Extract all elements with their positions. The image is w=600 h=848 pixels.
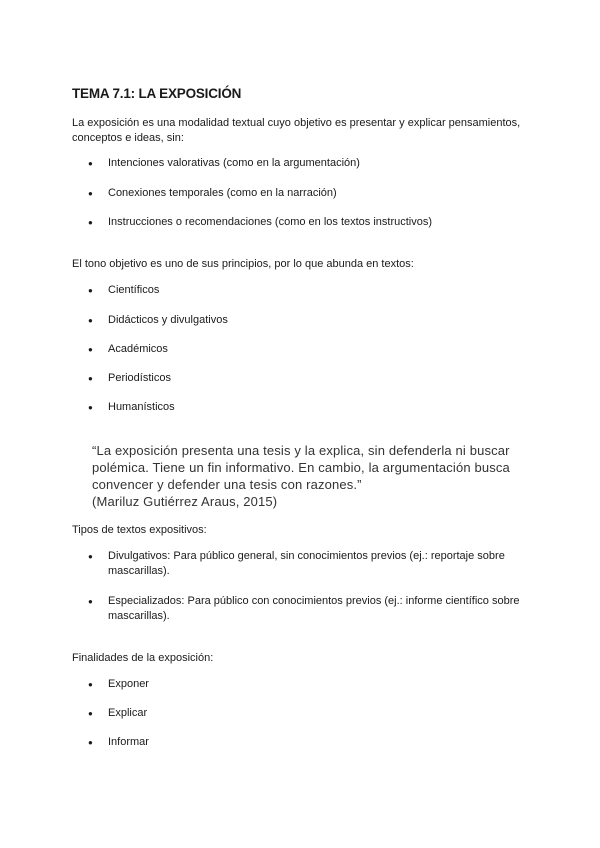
list-item-text: Humanísticos bbox=[108, 401, 175, 413]
bullet-icon: ● bbox=[88, 403, 93, 412]
bullet-icon: ● bbox=[88, 374, 93, 383]
finalidades-heading: Finalidades de la exposición: bbox=[72, 652, 214, 664]
list-item-text: Especializados: Para público con conocimientos previos (ej.: informe científico sobre mascarillas). bbox=[108, 595, 520, 622]
tono-paragraph: El tono objetivo es uno de sus principios, por lo que abunda en textos: bbox=[72, 258, 414, 270]
tipos-heading: Tipos de textos expositivos: bbox=[72, 524, 207, 536]
quote-author: (Mariluz Gutiérrez Araus, 2015) bbox=[92, 494, 278, 509]
list-item-text: Didácticos y divulgativos bbox=[108, 314, 228, 326]
bullet-icon: ● bbox=[88, 316, 93, 325]
list-item-text: Exponer bbox=[108, 678, 149, 690]
bullet-icon: ● bbox=[88, 709, 93, 718]
bullet-icon: ● bbox=[88, 189, 93, 198]
citation-quote bbox=[92, 442, 522, 510]
bullet-icon: ● bbox=[88, 680, 93, 689]
list-item-text: Conexiones temporales (como en la narración) bbox=[108, 187, 337, 199]
bullet-icon: ● bbox=[88, 345, 93, 354]
list-item-text: Informar bbox=[108, 736, 149, 748]
intro-paragraph: La exposición es una modalidad textual cuyo objetivo es presentar y explicar pensamientos, conceptos e ideas, sin: bbox=[72, 117, 521, 144]
list-item-text: Periodísticos bbox=[108, 372, 171, 384]
bullet-icon: ● bbox=[88, 218, 93, 227]
bullet-icon: ● bbox=[88, 159, 93, 168]
bullet-icon: ● bbox=[88, 552, 93, 561]
bullet-icon: ● bbox=[88, 738, 93, 747]
list-item-text: Explicar bbox=[108, 707, 148, 719]
list-item-text: Instrucciones o recomendaciones (como en los textos instructivos) bbox=[108, 216, 433, 228]
list-item-text: Intenciones valorativas (como en la argumentación) bbox=[108, 157, 360, 169]
list-item-text: Científicos bbox=[108, 284, 160, 296]
bullet-icon: ● bbox=[88, 286, 93, 295]
page-title: TEMA 7.1: LA EXPOSICIÓN bbox=[72, 86, 242, 101]
bullet-icon: ● bbox=[88, 597, 93, 606]
quote-text: “La exposición presenta una tesis y la explica, sin defenderla ni buscar polémica. Tiene un fin informativo. En cambio, la argumentación busca convencer y defender una tesis con razones.” bbox=[92, 443, 510, 492]
list-item-text: Divulgativos: Para público general, sin conocimientos previos (ej.: reportaje sobre mascarillas). bbox=[108, 550, 505, 577]
list-item-text: Académicos bbox=[108, 343, 168, 355]
